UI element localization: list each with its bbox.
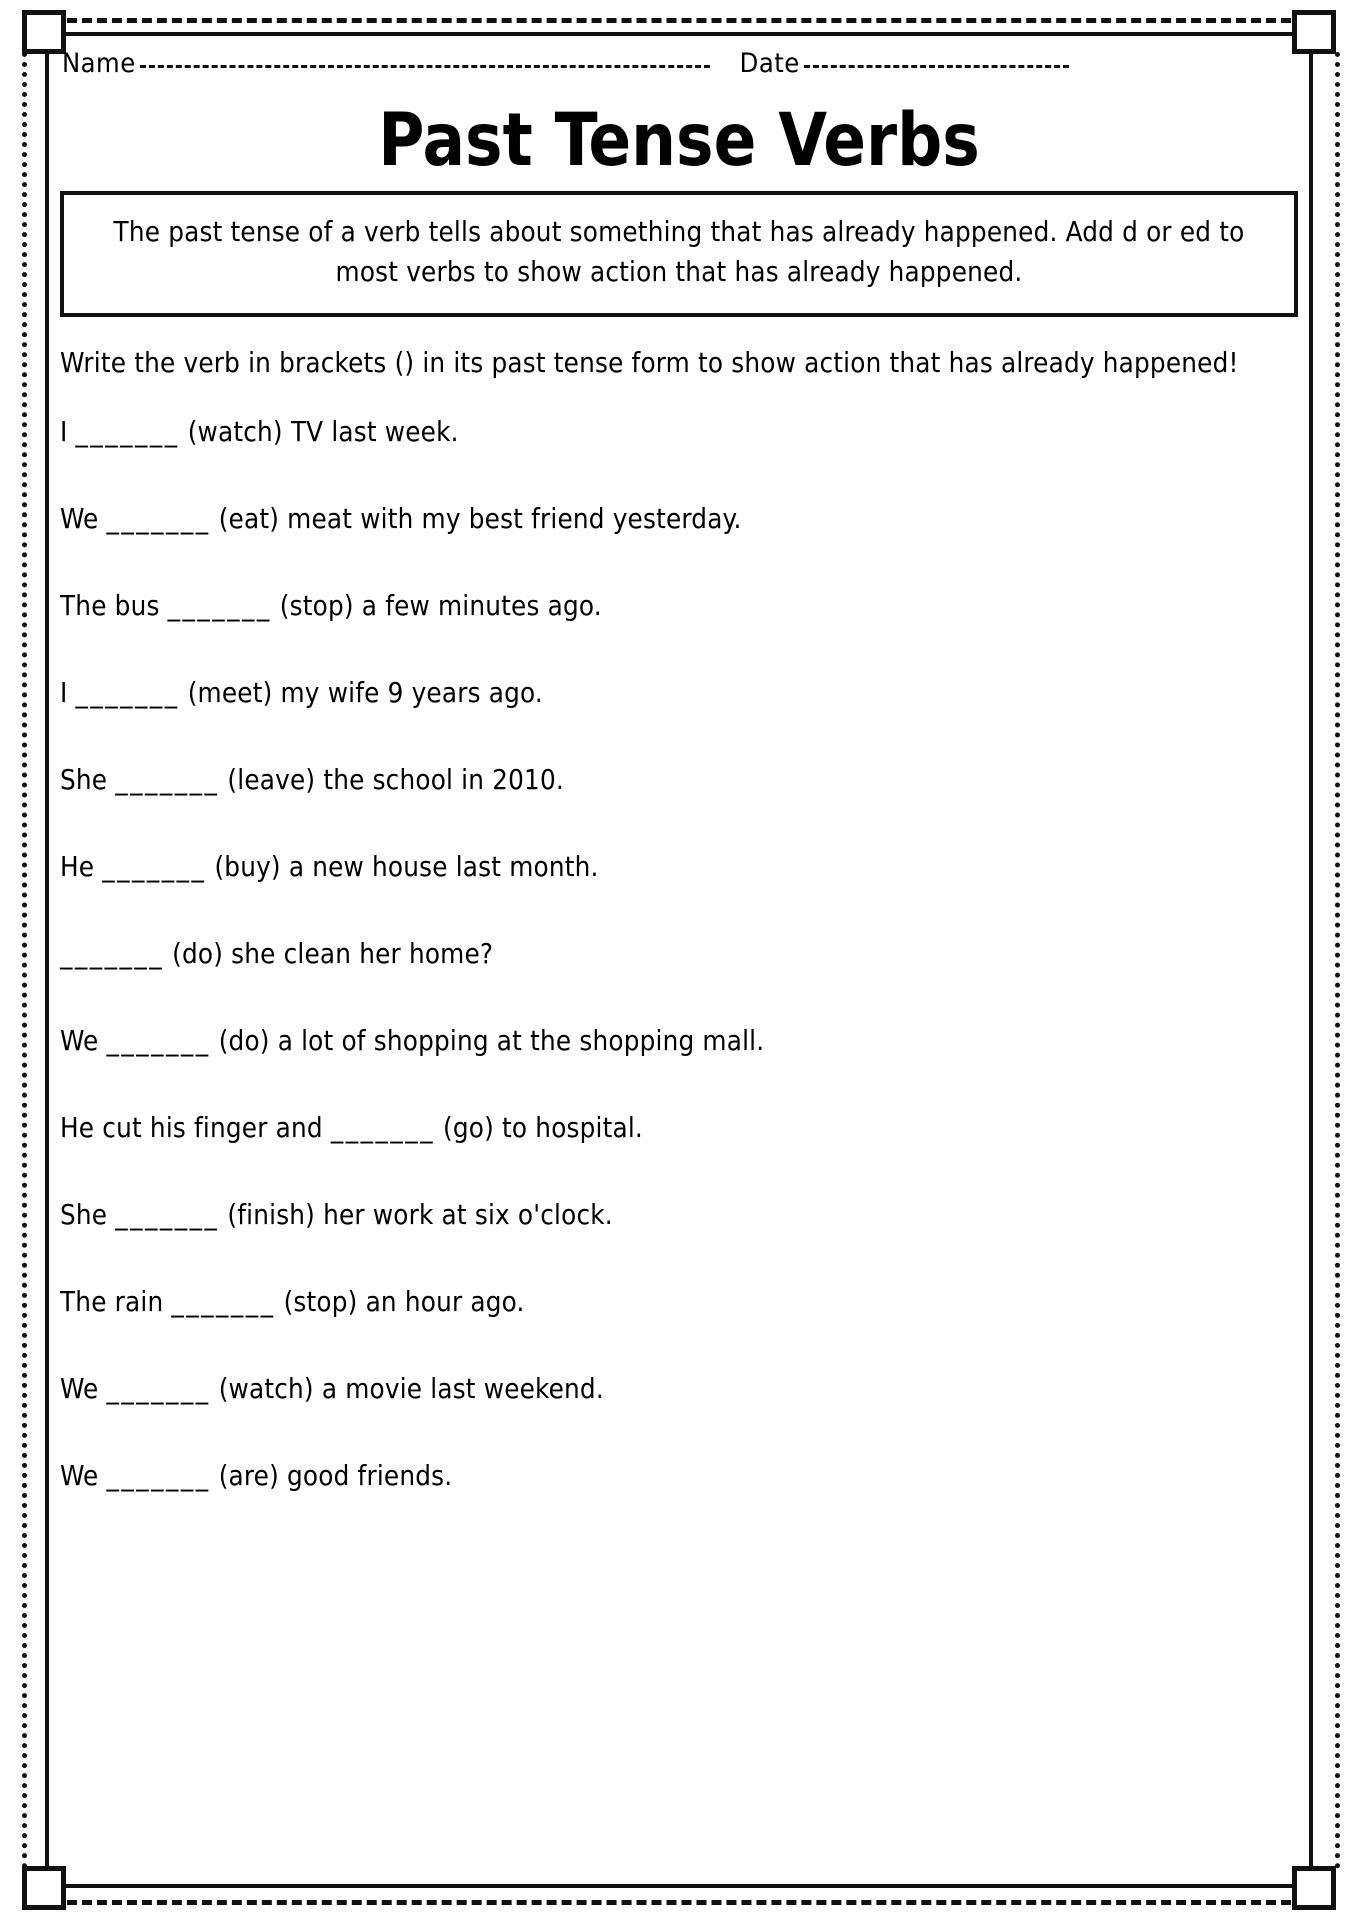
name-write-in-line[interactable]: [140, 65, 710, 68]
answer-blank[interactable]: _______: [167, 589, 272, 622]
question-text-before: I: [60, 415, 76, 448]
question-text-after: a few minutes ago.: [353, 589, 602, 622]
verb-in-brackets: (do): [218, 1024, 270, 1057]
verb-in-brackets: (watch): [218, 1372, 314, 1405]
blank-verb-spacer: [211, 1460, 219, 1492]
question-text-after: meat with my best friend yesterday.: [279, 502, 742, 535]
question-row: [60, 1286, 1298, 1373]
verb-in-brackets: (stop): [283, 1285, 358, 1318]
blank-verb-spacer: [164, 938, 172, 970]
question-text-before: The bus: [60, 589, 168, 622]
name-label: Name: [62, 48, 136, 79]
verb-in-brackets: (meet): [187, 676, 273, 709]
question-row: [60, 938, 1298, 1025]
blank-verb-spacer: [211, 1025, 219, 1057]
definition-callout-box: [60, 191, 1298, 317]
corner-square-bottom-left: [22, 1866, 66, 1910]
corner-square-bottom-right: [1292, 1866, 1336, 1910]
question-text-after: to hospital.: [493, 1111, 643, 1144]
corner-square-top-right: [1292, 10, 1336, 54]
worksheet-content: [60, 48, 1298, 1547]
question-row: [60, 1199, 1298, 1286]
question-text-before: The rain: [60, 1285, 172, 1318]
verb-in-brackets: (go): [443, 1111, 494, 1144]
question-row: [60, 764, 1298, 851]
question-text-after: my wife 9 years ago.: [272, 676, 543, 709]
border-solid-right: [1309, 32, 1313, 1888]
question-text-after: an hour ago.: [357, 1285, 525, 1318]
question-text-after: TV last week.: [282, 415, 459, 448]
question-text-before: He cut his finger and: [60, 1111, 331, 1144]
border-dashed-top: [52, 18, 1306, 23]
answer-blank[interactable]: _______: [106, 1024, 211, 1057]
page-title: Past Tense Verbs: [378, 98, 980, 183]
blank-verb-spacer: [180, 677, 188, 709]
name-date-row: [60, 48, 1298, 90]
question-text-before: I: [60, 676, 76, 709]
question-text-after: her work at six o'clock.: [315, 1198, 613, 1231]
verb-in-brackets: (watch): [187, 415, 283, 448]
verb-in-brackets: (finish): [227, 1198, 316, 1231]
date-label: Date: [739, 48, 800, 79]
question-list: [60, 416, 1298, 1547]
question-text-before: We: [60, 1024, 107, 1057]
question-text-after: good friends.: [278, 1459, 453, 1492]
answer-blank[interactable]: _______: [115, 763, 220, 796]
blank-verb-spacer: [211, 1373, 219, 1405]
question-text-before: We: [60, 1459, 107, 1492]
question-row: [60, 1373, 1298, 1460]
verb-in-brackets: (buy): [214, 850, 281, 883]
question-row: [60, 851, 1298, 938]
answer-blank[interactable]: _______: [106, 1372, 211, 1405]
question-row: [60, 590, 1298, 677]
border-solid-bottom: [45, 1884, 1313, 1888]
answer-blank[interactable]: _______: [75, 676, 180, 709]
question-row: [60, 1460, 1298, 1547]
answer-blank[interactable]: _______: [106, 502, 211, 535]
question-text-before: She: [60, 1198, 116, 1231]
answer-blank[interactable]: _______: [102, 850, 207, 883]
border-dotted-left: [22, 52, 27, 1870]
question-row: [60, 1112, 1298, 1199]
question-row: [60, 677, 1298, 764]
blank-verb-spacer: [276, 1286, 284, 1318]
definition-line-1: The past tense of a verb tells about something that has already happened. Add d or ed to: [113, 216, 1245, 248]
verb-in-brackets: (stop): [279, 589, 354, 622]
border-solid-left: [45, 32, 49, 1888]
question-text-after: a lot of shopping at the shopping mall.: [269, 1024, 765, 1057]
blank-verb-spacer: [272, 590, 280, 622]
directions-text: Write the verb in brackets () in its past tense form to show action that has already happened!: [60, 346, 1239, 379]
border-dotted-right: [1335, 52, 1340, 1870]
answer-blank[interactable]: _______: [171, 1285, 276, 1318]
answer-blank[interactable]: _______: [115, 1198, 220, 1231]
blank-verb-spacer: [211, 503, 219, 535]
question-text-before: We: [60, 1372, 107, 1405]
question-text-after: a new house last month.: [280, 850, 599, 883]
verb-in-brackets: (eat): [218, 502, 280, 535]
blank-verb-spacer: [435, 1112, 443, 1144]
question-row: [60, 1025, 1298, 1112]
answer-blank[interactable]: _______: [60, 937, 165, 970]
question-text-after: the school in 2010.: [315, 763, 564, 796]
question-row: [60, 503, 1298, 590]
question-text-before: She: [60, 763, 116, 796]
blank-verb-spacer: [180, 416, 188, 448]
question-text-after: she clean her home?: [223, 937, 494, 970]
question-text-before: We: [60, 502, 107, 535]
definition-line-2: most verbs to show action that has already happened.: [335, 255, 1023, 288]
answer-blank[interactable]: _______: [75, 415, 180, 448]
border-solid-top: [45, 32, 1313, 36]
question-text-after: a movie last weekend.: [313, 1372, 604, 1405]
date-write-in-line[interactable]: [804, 65, 1069, 68]
question-row: [60, 416, 1298, 503]
verb-in-brackets: (are): [218, 1459, 279, 1492]
question-text-before: He: [60, 850, 103, 883]
verb-in-brackets: (do): [172, 937, 224, 970]
verb-in-brackets: (leave): [227, 763, 316, 796]
border-dashed-bottom: [52, 1900, 1306, 1905]
answer-blank[interactable]: _______: [106, 1459, 211, 1492]
answer-blank[interactable]: _______: [330, 1111, 435, 1144]
